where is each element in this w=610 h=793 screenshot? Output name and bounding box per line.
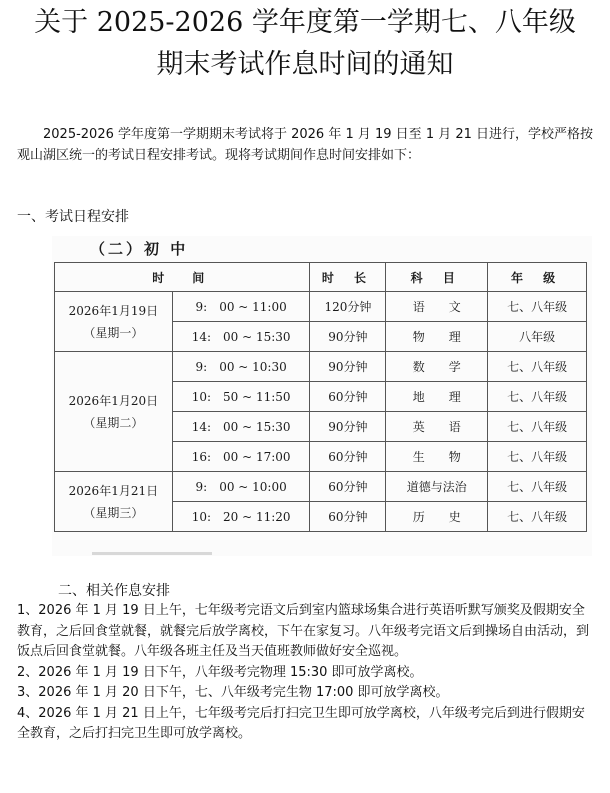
exam-duration: 60分钟	[310, 502, 386, 532]
table-header-row	[55, 263, 587, 292]
exam-subject: 地 理	[386, 382, 488, 412]
exam-duration: 60分钟	[310, 442, 386, 472]
list-item: 1、2026 年 1 月 19 日上午，七年级考完语文后到室内篮球场集合进行英语听默写颁奖及假期安全教育，之后回食堂就餐，就餐完后放学离校，下午在家复习。八年级考完语文后到操场自由活动，到饭点后回食堂就餐。八年级各班主任及当天值班教师做好安全巡视。	[17, 603, 590, 659]
exam-subject: 道德与法治	[386, 472, 488, 502]
section-heading-arrangements: 二、相关作息安排	[58, 583, 170, 599]
exam-grade: 七、八年级	[488, 442, 587, 472]
exam-date: 2026年1月20日	[68, 393, 159, 408]
table-row	[55, 472, 587, 502]
exam-subject: 历 史	[386, 502, 488, 532]
exam-time: 9: 00 ~ 11:00	[172, 292, 310, 322]
exam-duration: 90分钟	[310, 412, 386, 442]
exam-subject: 语 文	[386, 292, 488, 322]
exam-subject: 物 理	[386, 322, 488, 352]
exam-time: 9: 00 ~ 10:00	[172, 472, 310, 502]
header-time: 时 间	[55, 263, 310, 292]
exam-schedule-image	[52, 236, 592, 556]
exam-duration: 90分钟	[310, 322, 386, 352]
exam-schedule-table	[54, 262, 587, 532]
exam-time: 16: 00 ~ 17:00	[172, 442, 310, 472]
exam-grade: 七、八年级	[488, 352, 587, 382]
exam-grade: 七、八年级	[488, 292, 587, 322]
exam-time: 10: 50 ~ 11:50	[172, 382, 310, 412]
exam-subject: 数 学	[386, 352, 488, 382]
exam-weekday: （星期二）	[83, 415, 144, 430]
notice-title-line1: 关于 2025-2026 学年度第一学期七、八年级	[34, 7, 576, 38]
notice-title-line2: 期末考试作息时间的通知	[156, 49, 454, 80]
exam-weekday: （星期一）	[83, 325, 144, 340]
schedule-heading: （二）初 中	[90, 240, 189, 258]
header-subject: 科 目	[386, 263, 488, 292]
exam-date: 2026年1月21日	[68, 483, 159, 498]
list-item: 4、2026 年 1 月 21 日上午，七年级考完后打扫完卫生即可放学离校，八年级考完后到进行假期安全教育，之后打扫完卫生即可放学离校。	[17, 705, 585, 741]
table-row	[55, 292, 587, 322]
exam-weekday: （星期三）	[83, 505, 144, 520]
exam-subject: 生 物	[386, 442, 488, 472]
exam-subject: 英 语	[386, 412, 488, 442]
exam-grade: 七、八年级	[488, 412, 587, 442]
header-grade: 年 级	[488, 263, 587, 292]
exam-duration: 60分钟	[310, 472, 386, 502]
exam-date-cell	[55, 292, 173, 352]
section-heading-schedule: 一、考试日程安排	[17, 209, 129, 225]
exam-duration: 60分钟	[310, 382, 386, 412]
exam-grade: 七、八年级	[488, 472, 587, 502]
list-item: 2、2026 年 1 月 19 日下午，八年级考完物理 15:30 即可放学离校。	[17, 664, 423, 680]
exam-time: 14: 00 ~ 15:30	[172, 322, 310, 352]
exam-duration: 90分钟	[310, 352, 386, 382]
exam-grade: 八年级	[488, 322, 587, 352]
exam-time: 9: 00 ~ 10:30	[172, 352, 310, 382]
exam-date: 2026年1月19日	[68, 303, 159, 318]
exam-duration: 120分钟	[310, 292, 386, 322]
arrangement-list	[17, 601, 597, 745]
exam-grade: 七、八年级	[488, 502, 587, 532]
exam-date-cell	[55, 472, 173, 532]
exam-grade: 七、八年级	[488, 382, 587, 412]
intro-paragraph: 2025-2026 学年度第一学期期末考试将于 2026 年 1 月 19 日至 1 月 21 日进行，学校严格按观山湖区统一的考试日程安排考试。现将考试期间作息时间安排如下：	[17, 127, 594, 163]
table-row	[55, 352, 587, 382]
exam-time: 10: 20 ~ 11:20	[172, 502, 310, 532]
exam-time: 14: 00 ~ 15:30	[172, 412, 310, 442]
scan-edge-mark	[92, 552, 212, 555]
header-duration: 时 长	[310, 263, 386, 292]
exam-date-cell	[55, 352, 173, 472]
list-item: 3、2026 年 1 月 20 日下午，七、八年级考完生物 17:00 即可放学离校。	[17, 685, 449, 700]
